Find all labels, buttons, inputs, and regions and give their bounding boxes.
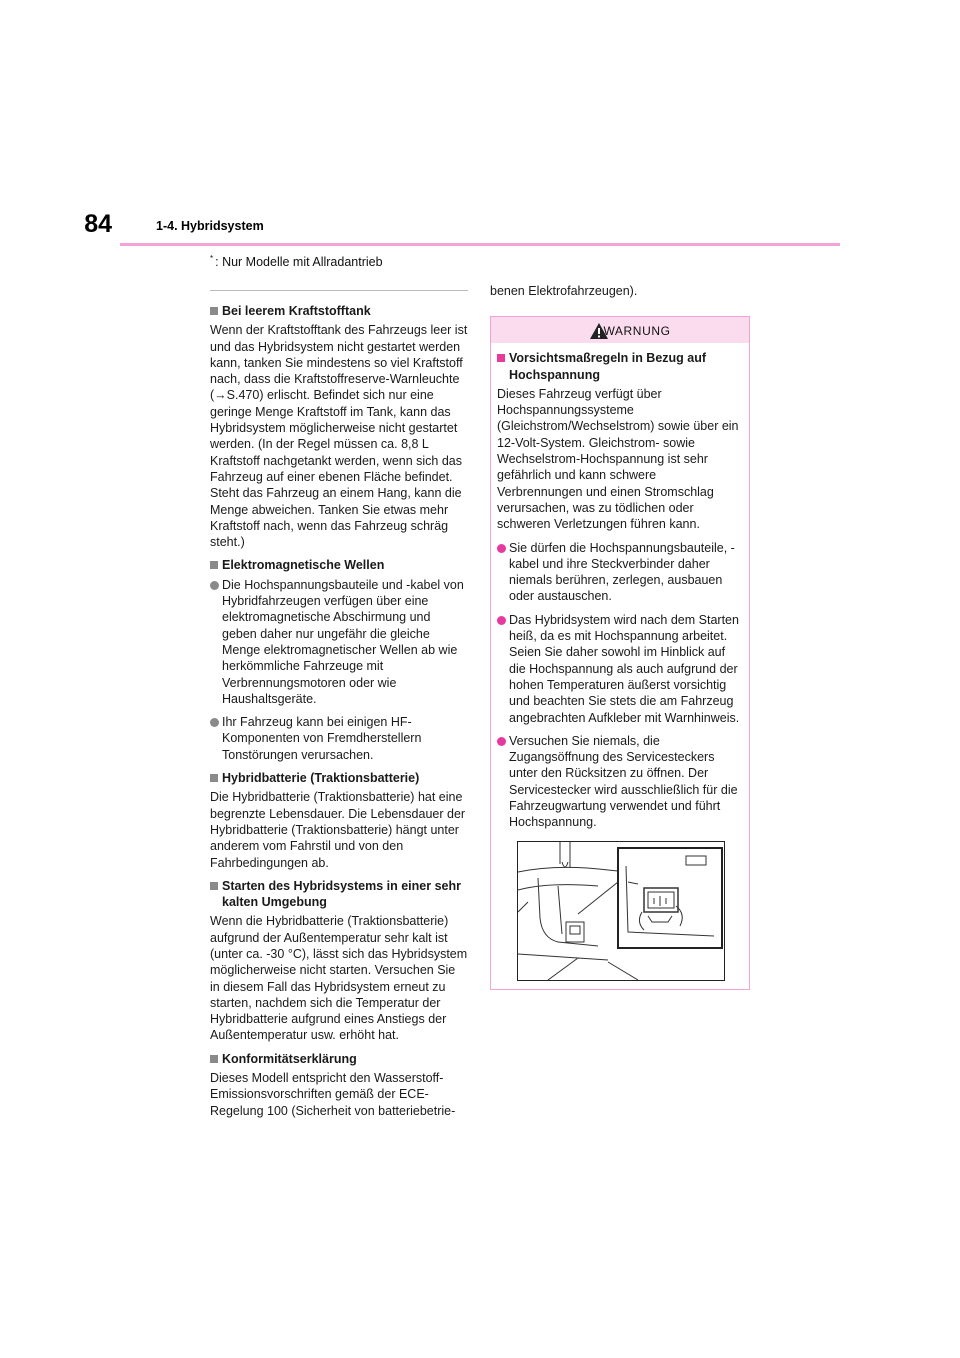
heading-conformity [210,1051,468,1067]
warning-triangle-icon [589,322,609,340]
heading-text: Hybridbatterie (Traktionsbatterie) [222,771,420,786]
round-bullet-icon [497,616,506,625]
list-item [497,733,743,831]
list-item [497,540,743,605]
list-item [210,577,468,707]
warning-heading [497,350,743,383]
paragraph-empty-tank: Wenn der Kraftstofftank des Fahrzeugs leer ist und das Hybridsystem nicht gestartet werden kann, tanken Sie mindestens so viel Kraftstoff nach, dass die Kraftstoffreserve-Warnleuchte (→S.470) erlischt. Befindet sich nur eine geringe Menge Kraftstoff im Tank, kann das Hybridsystem möglicherweise nicht gestartet werden. (In der Regel müssen ca. 8,8 L Kraftstoff nachgetankt werden, wenn sich das Fahrzeug auf einer ebenen Fläche befindet. Steht das Fahrzeug an einem Hang, kann die Menge abweichen. Tanken Sie etwas mehr Kraftstoff nach, wenn das Fahrzeug schräg steht.) [210,323,468,550]
heading-cold-start [210,878,468,911]
footnote [210,254,383,269]
square-bullet-icon [210,882,218,890]
footnote-text: : Nur Modelle mit Allradantrieb [215,255,383,270]
footnote-marker: * [210,254,214,263]
square-bullet-icon [210,561,218,569]
right-column [490,283,750,990]
paragraph-continuation: benen Elektrofahrzeugen). [490,284,638,298]
heading-text: Starten des Hybridsystems in einer sehr kalten Umgebung [222,878,461,910]
warning-box [490,316,750,989]
page-number: 84 [84,210,112,238]
round-bullet-icon [497,544,506,553]
warning-header [491,317,749,343]
list-item [497,612,743,726]
list-item-text: Sie dürfen die Hochspannungsbauteile, -kabel und ihre Steckverbinder daher niemals berühren, zerlegen, ausbauen oder austauschen. [509,540,735,604]
section-title: 1-4. Hybridsystem [156,219,264,233]
paragraph-cold-start: Wenn die Hybridbatterie (Traktionsbatterie) aufgrund der Außentemperatur sehr kalt ist (unter ca. -30 °C), lässt sich das Hybridsystem möglicherweise nicht starten. Versuchen Sie in diesem Fall das Hybridsystem erneut zu starten, nachdem sich die Temperatur der Hybridbatterie aufgrund eines Anstiegs der Außentemperatur usw. erhöht hat. [210,914,468,1043]
square-bullet-icon [210,1055,218,1063]
heading-em-waves [210,557,468,573]
square-bullet-icon [497,354,505,362]
line-drawing [518,842,724,980]
square-bullet-icon [210,307,218,315]
paragraph-conformity: Dieses Modell entspricht den Wasserstoff-Emissionsvorschriften gemäß der ECE-Regelung 100 (Sicherheit von batteriebetrie- [210,1071,456,1118]
heading-empty-tank [210,303,468,319]
footnote-rule [210,290,468,291]
heading-text: Bei leerem Kraftstofftank [222,304,371,318]
left-column [210,296,468,1126]
heading-text: Elektromagnetische Wellen [222,558,385,573]
list-item-text: Ihr Fahrzeug kann bei einigen HF-Komponenten von Fremdherstellern Tonstörungen verursachen. [222,715,422,762]
header-rule [120,243,840,246]
square-bullet-icon [210,774,218,782]
list-item-text: Das Hybridsystem wird nach dem Starten heiß, da es mit Hochspannung arbeitet. Seien Sie daher sowohl im Hinblick auf die Hochspannung als auch aufgrund der hohen Temperaturen äußerst vorsichtig und beachten Sie stets die am Fahrzeug angebrachten Aufkleber mit Warnhinweis. [509,612,740,725]
warning-label: WARNUNG [603,324,671,339]
service-plug-illustration [517,841,725,981]
warning-intro: Dieses Fahrzeug verfügt über Hochspannungssysteme (Gleichstrom/Wechselstrom) sowie über ein 12-Volt-System. Gleichstrom- sowie Wechselstrom-Hochspannung ist sehr gefährlich und kann schwere Verbrennungen und einen Stromschlag verursachen, was zu tödlichen oder schweren Verletzungen führen kann. [497,386,739,532]
list-item [210,714,468,763]
paragraph-hybrid-battery: Die Hybridbatterie (Traktionsbatterie) hat eine begrenzte Lebensdauer. Die Lebensdauer der Hybridbatterie (Traktionsbatterie) hängt unter anderem vom Fahrstil und von den Fahrbedingungen ab. [210,790,466,870]
heading-text: Vorsichtsmaßregeln in Bezug auf Hochspannung [509,351,707,382]
list-item-text: Die Hochspannungsbauteile und -kabel von Hybridfahrzeugen verfügen über eine elektromagnetische Abschirmung und geben daher nur ungefähr die gleiche Menge elektromagnetischer Wellen ab wie herkömmliche Fahrzeuge mit Verbrennungsmotoren oder wie Haushaltsgeräte. [222,577,464,706]
round-bullet-icon [210,581,219,590]
list-item-text: Versuchen Sie niemals, die Zugangsöffnung des Servicesteckers unter den Rücksitzen zu öffnen. Der Servicestecker wird ausschließlich für die Fahrzeugwartung verwendet und führt Hochspannung. [509,733,738,830]
warning-body [491,343,749,980]
heading-text: Konformitätserklärung [222,1051,357,1066]
heading-hybrid-battery [210,770,468,786]
round-bullet-icon [497,737,506,746]
round-bullet-icon [210,718,219,727]
